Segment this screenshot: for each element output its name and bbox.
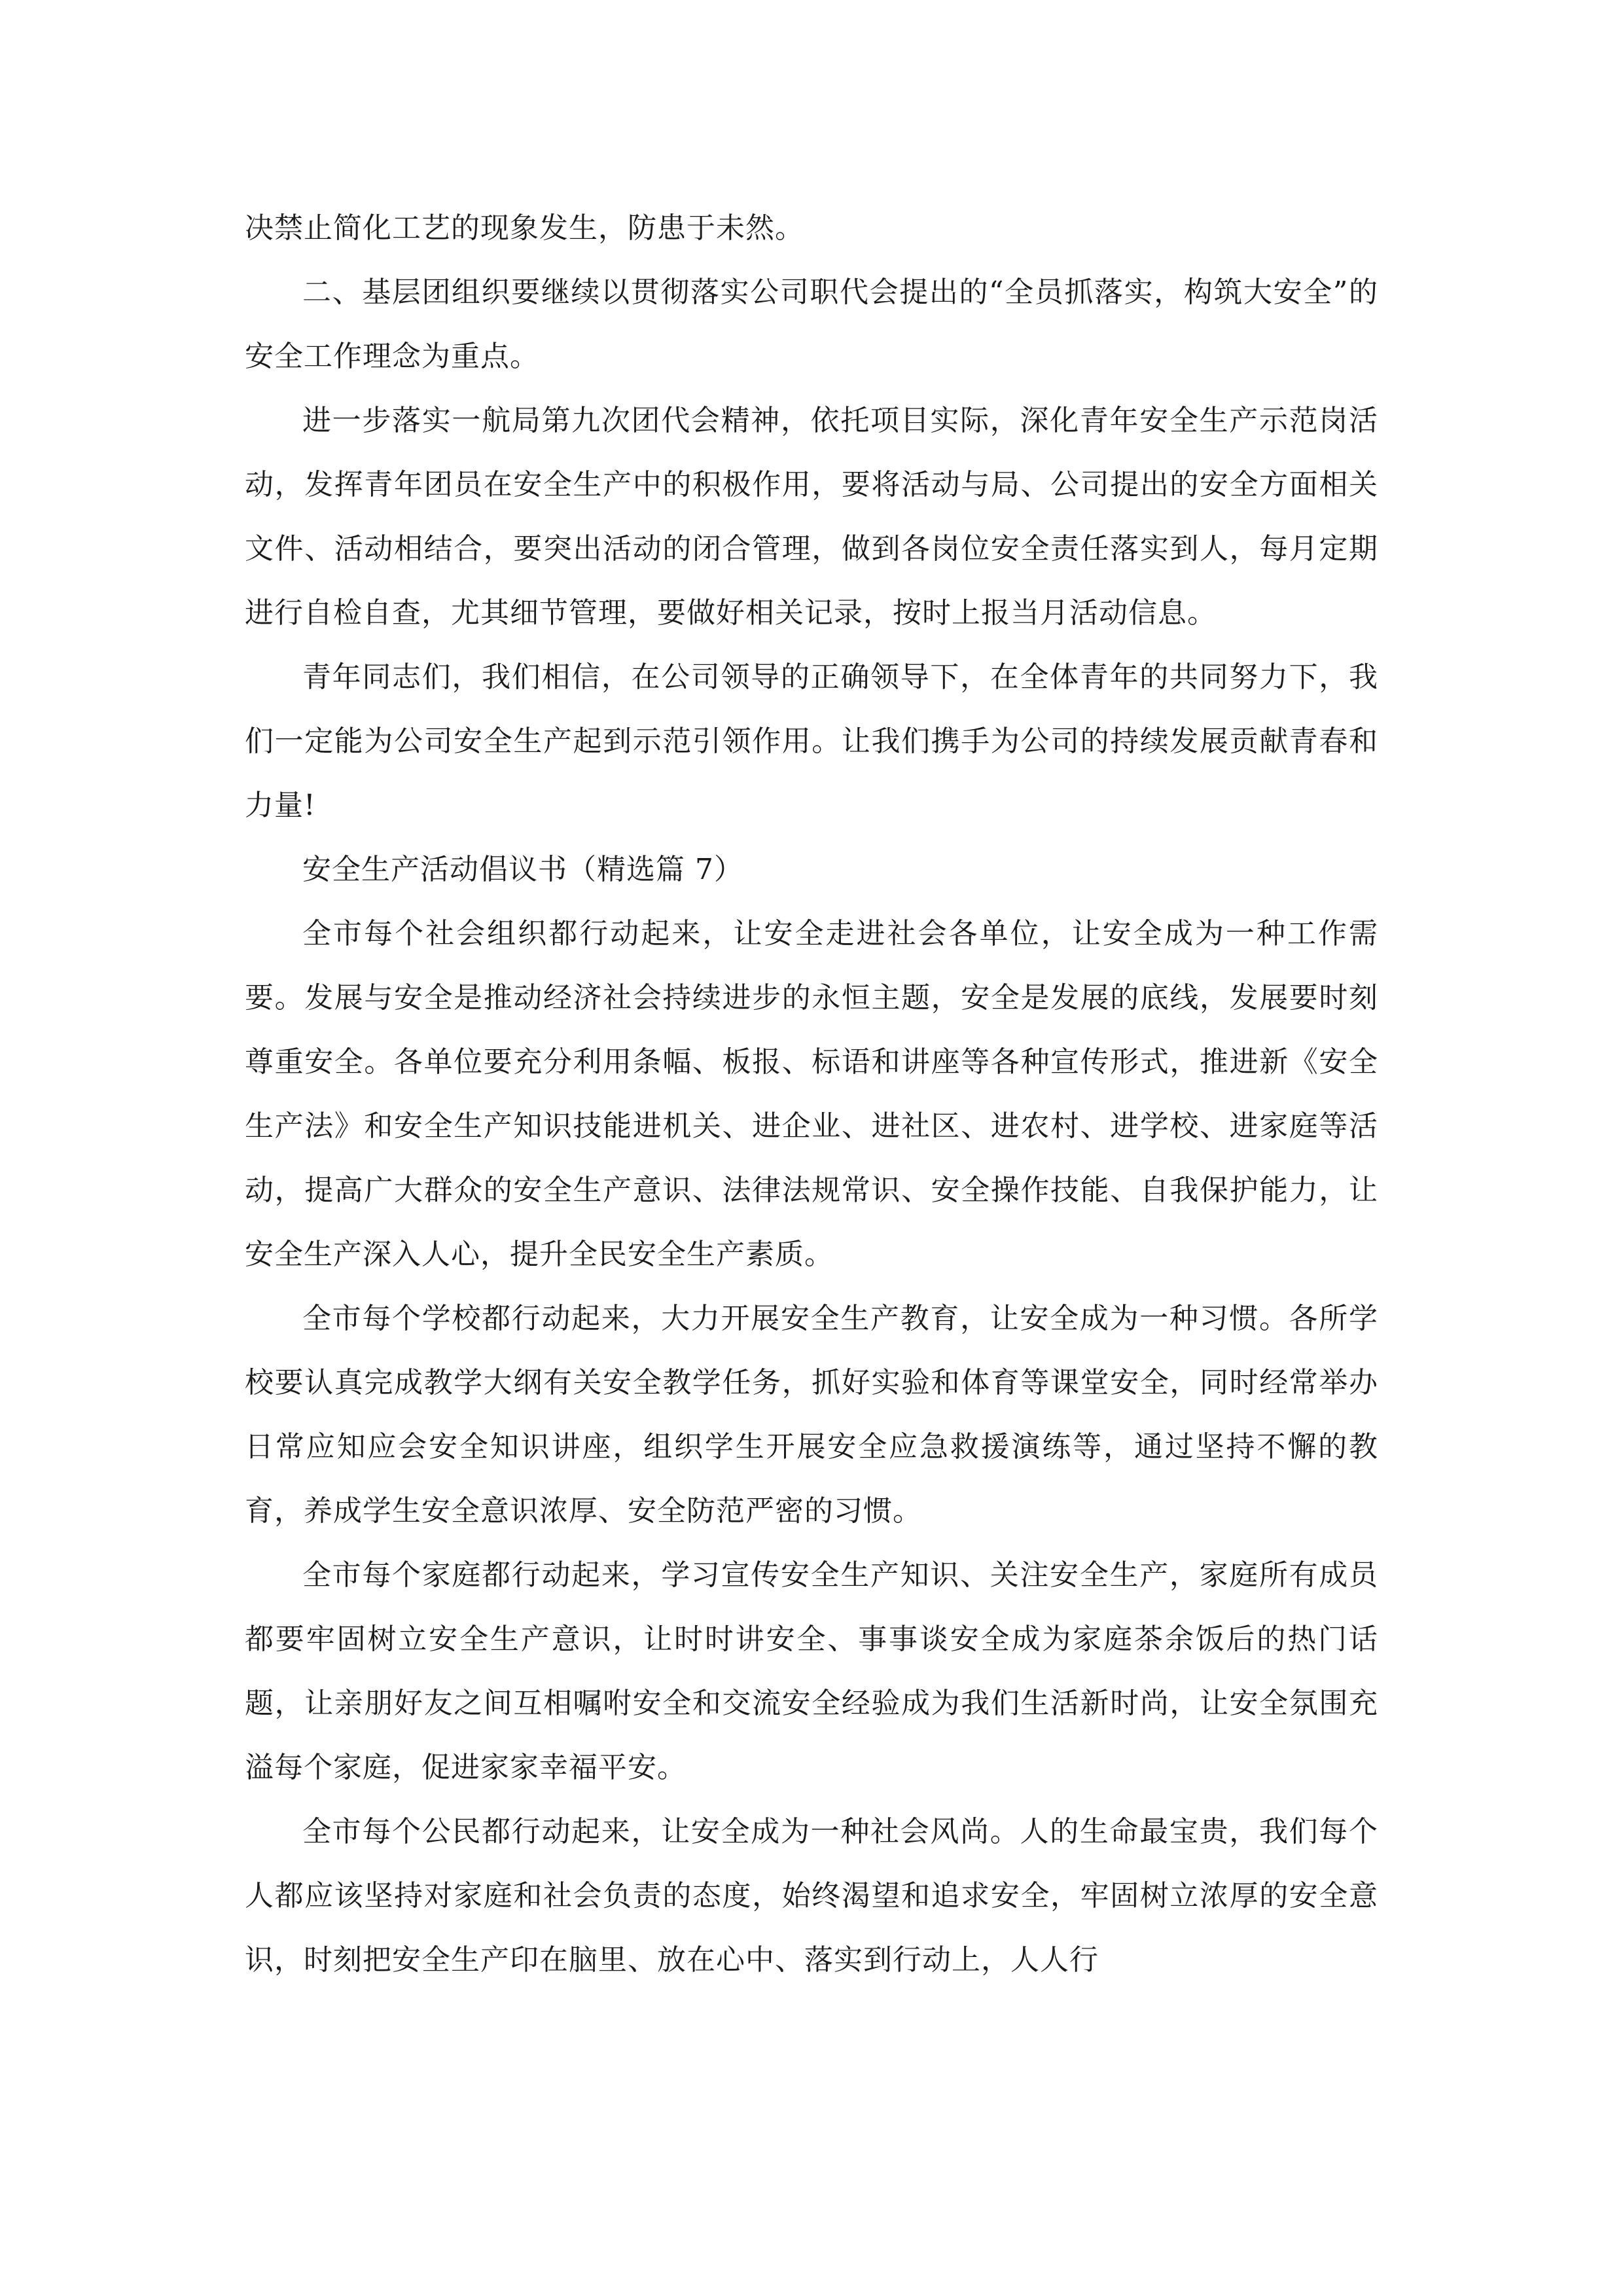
paragraph-demonstration-post: 进一步落实一航局第九次团代会精神，依托项目实际，深化青年安全生产示范岗活动，发挥青年团员在安全生产中的积极作用，要将活动与局、公司提出的安全方面相关文件、活动相结合，要突出活动的闭合管理，做到各岗位安全责任落实到人，每月定期进行自检自查，尤其细节管理，要做好相关记录，按时上报当月活动信息。 xyxy=(245,404,1378,630)
paragraph-youth-appeal: 青年同志们，我们相信，在公司领导的正确领导下，在全体青年的共同努力下，我们一定能为公司安全生产起到示范引领作用。让我们携手为公司的持续发展贡献青春和力量! xyxy=(245,660,1378,822)
document-body xyxy=(245,196,1378,1992)
paragraph-social-organizations: 全市每个社会组织都行动起来，让安全走进社会各单位，让安全成为一种工作需要。发展与安全是推动经济社会持续进步的永恒主题，安全是发展的底线，发展要时刻尊重安全。各单位要充分利用条幅、板报、标语和讲座等各种宣传形式，推进新《安全生产法》和安全生产知识技能进机关、进企业、进社区、进农村、进学校、进家庭等活动，提高广大群众的安全生产意识、法律法规常识、安全操作技能、自我保护能力，让安全生产深入人心，提升全民安全生产素质。 xyxy=(245,917,1378,1271)
paragraph-families: 全市每个家庭都行动起来，学习宣传安全生产知识、关注安全生产，家庭所有成员都要牢固树立安全生产意识，让时时讲安全、事事谈安全成为家庭茶余饭后的热门话题，让亲朋好友之间互相嘱咐安全和交流安全经验成为我们生活新时尚，让安全氛围充溢每个家庭，促进家家幸福平安。 xyxy=(245,1558,1378,1784)
paragraph-schools: 全市每个学校都行动起来，大力开展安全生产教育，让安全成为一种习惯。各所学校要认真完成教学大纲有关安全教学任务，抓好实验和体育等课堂安全，同时经常举办日常应知应会安全知识讲座，组织学生开展安全应急救援演练等，通过坚持不懈的教育，养成学生安全意识浓厚、安全防范严密的习惯。 xyxy=(245,1302,1378,1528)
paragraph-continuation: 决禁止简化工艺的现象发生，防患于未然。 xyxy=(245,211,804,245)
paragraph-youth-league-focus: 二、基层团组织要继续以贯彻落实公司职代会提出的“全员抓落实，构筑大安全”的安全工作理念为重点。 xyxy=(245,276,1378,373)
paragraph-citizens: 全市每个公民都行动起来，让安全成为一种社会风尚。人的生命最宝贵，我们每个人都应该坚持对家庭和社会负责的态度，始终渴望和追求安全，牢固树立浓厚的安全意识，时刻把安全生产印在脑里、放在心中、落实到行动上，人人行 xyxy=(245,1815,1378,1977)
section-heading: 安全生产活动倡议书（精选篇 7） xyxy=(302,853,743,886)
